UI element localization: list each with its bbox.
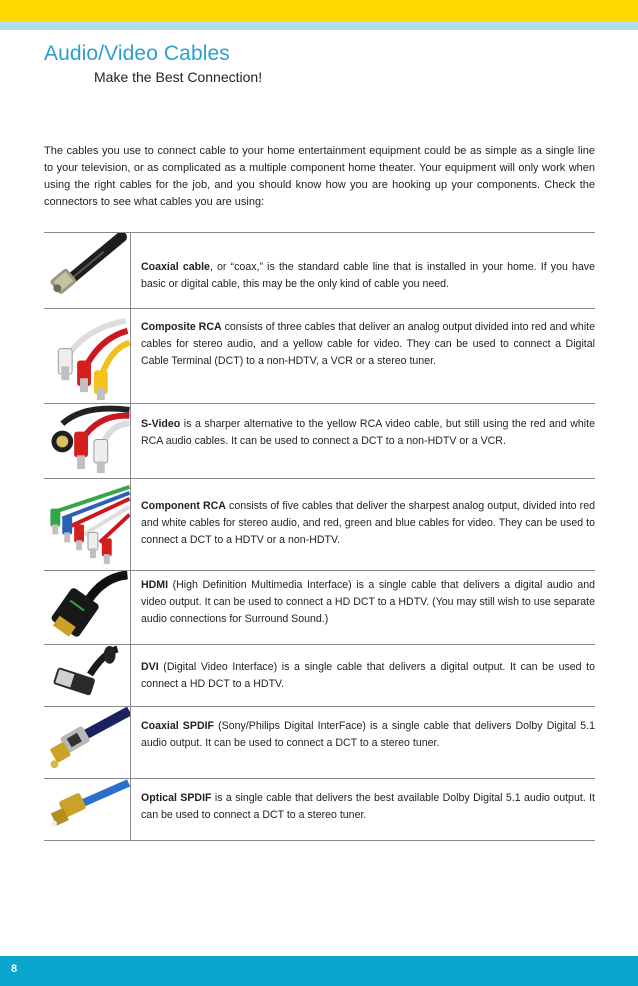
cable-name: Coaxial cable (141, 261, 210, 273)
page-title: Audio/Video Cables (44, 42, 230, 65)
cable-name: Optical SPDIF (141, 792, 212, 804)
cable-row-dvi (44, 644, 595, 706)
cable-name: S-Video (141, 418, 181, 430)
cable-description: Coaxial cable, or “coax,” is the standard cable line that is installed in your home. If you have basic or digital cable, this may be the only kind of cable you need. (141, 261, 595, 290)
cable-table (44, 232, 595, 841)
s-video-cable-icon (44, 404, 131, 478)
cable-row-coaxial-spdif (44, 706, 595, 778)
cable-row-coaxial (44, 232, 595, 308)
composite-rca-cable-icon (44, 309, 131, 403)
top-accent-bar (0, 0, 638, 21)
optical-spdif-cable-icon (44, 779, 131, 840)
hdmi-cable-icon (44, 571, 131, 644)
page-subtitle: Make the Best Connection! (94, 69, 263, 85)
cable-description: DVI (Digital Video Interface) is a single cable that delivers a digital output. It can be used to connect a HD DCT to a HDTV. (141, 661, 595, 690)
coaxial-cable-icon (44, 233, 131, 308)
cable-name: Composite RCA (141, 321, 222, 333)
cable-row-s-video (44, 403, 595, 478)
cable-name: HDMI (141, 579, 169, 591)
cable-name: Coaxial SPDIF (141, 720, 215, 732)
cable-row-optical-spdif (44, 778, 595, 841)
top-stripe (0, 21, 638, 30)
footer-bar (0, 956, 638, 986)
cable-row-hdmi (44, 570, 595, 644)
page-number: 8 (11, 963, 18, 975)
component-rca-cable-icon (44, 479, 131, 570)
intro-paragraph: The cables you use to connect cable to your home entertainment equipment could be as simple as a single line to your television, or as complicated as a multiple component home theater. Your equipment will only work when using the right cables for the job, and you should know how you are hooking up your components. Check the connectors to see what cables you are using: (44, 145, 595, 208)
coaxial-spdif-cable-icon (44, 707, 131, 778)
cable-name: Component RCA (141, 500, 226, 512)
cable-row-component-rca (44, 478, 595, 570)
dvi-cable-icon (44, 645, 131, 706)
cable-row-composite-rca (44, 308, 595, 403)
cable-description: Optical SPDIF is a single cable that delivers the best available Dolby Digital 5.1 audio output. It can be used to connect a DCT to a stereo tuner. (141, 792, 595, 821)
cable-description: Coaxial SPDIF (Sony/Philips Digital InterFace) is a single cable that delivers Dolby Digital 5.1 audio output. It can be used to connect a DCT to a stereo tuner. (141, 720, 595, 749)
cable-name: DVI (141, 661, 159, 673)
cable-description: Component RCA consists of five cables that deliver the sharpest analog output, divided into red and white cables for stereo audio, and red, green and blue cables for video. They can be used to connect a DCT to a HDTV or a non-HDTV. (141, 500, 595, 546)
cable-description: HDMI (High Definition Multimedia Interface) is a single cable that delivers a digital audio and video output. It can be used to connect a HD DCT to a HDTV. (You may still wish to use separate audio connections for Surround Sound.) (141, 579, 595, 625)
cable-description: S-Video is a sharper alternative to the yellow RCA video cable, but still using the red and white RCA audio cables. It can be used to connect a DCT to a non-HDTV or a VCR. (141, 418, 595, 447)
cable-description: Composite RCA consists of three cables that deliver an analog output divided into red and white cables for stereo audio, and a yellow cable for video. They can be used to connect a Digital Cable Terminal (DCT) to a non-HDTV, a VCR or a stereo tuner. (141, 321, 596, 367)
